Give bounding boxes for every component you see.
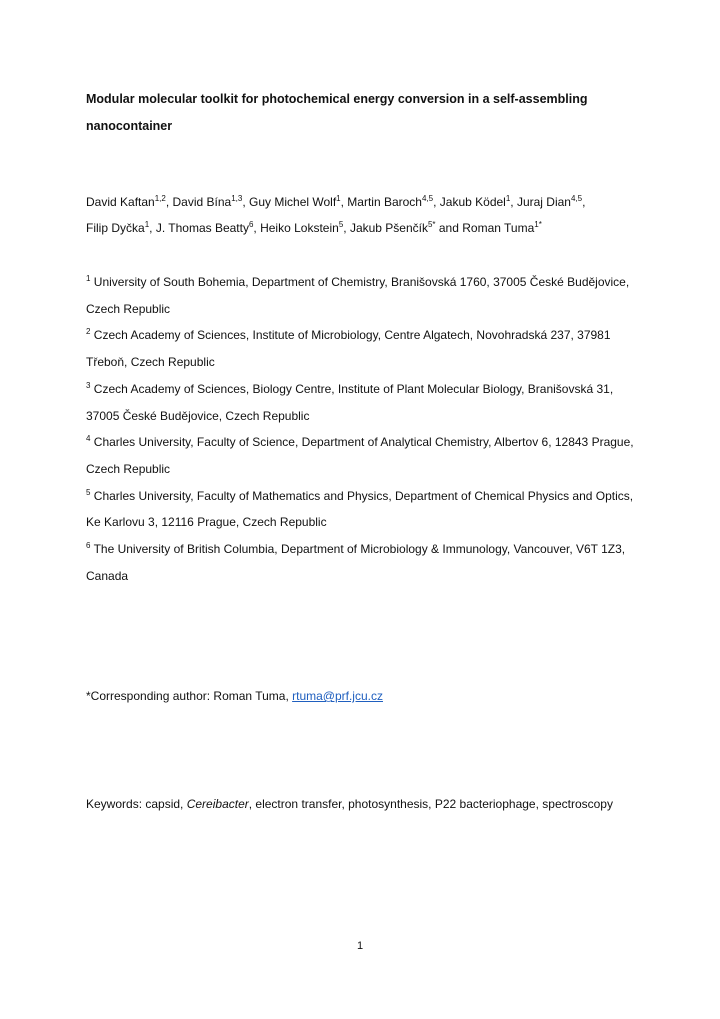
author: Roman Tuma$^{1*}$ (462, 220, 542, 235)
keyword-italic: Cereibacter (186, 797, 249, 811)
affiliation-number: 6 (86, 541, 91, 551)
author-affiliation-marker: 1,2 (154, 194, 166, 203)
author: J. Thomas Beatty$^6$, (155, 220, 261, 235)
affiliation-text: The University of British Columbia, Department of Microbiology & Immunology, Vancouver, V6T 1Z3, Canada (86, 542, 626, 583)
keywords-label: Keywords: capsid, (86, 797, 187, 811)
paper-title: Modular molecular toolkit for photochemical energy conversion in a self-assembling nanocontainer (86, 92, 588, 133)
author: Heiko Lokstein$^5$, (260, 220, 350, 235)
author: David Bína$^{1,3}$, (172, 194, 250, 209)
author-affiliation-marker: 1,3 (231, 194, 243, 203)
affiliation-item (86, 536, 646, 589)
affiliation-number: 5 (86, 487, 91, 497)
corresponding-label: *Corresponding author: Roman Tuma, (86, 689, 293, 703)
keywords (86, 791, 646, 817)
author-affiliation-marker: 4,5 (421, 194, 434, 203)
affiliation-number: 1 (86, 274, 91, 283)
author-affiliation-marker: 1 (144, 220, 150, 229)
author: Juraj Dian$^{4,5}$, (516, 194, 586, 209)
affiliation-text: Czech Academy of Sciences, Biology Centre, Institute of Plant Molecular Biology, Branišovská 31, 37005 České Budějovice, Czech Republic (86, 381, 614, 423)
author-affiliation-marker: 1* (534, 220, 542, 229)
author-affiliation-marker: 1 (336, 194, 341, 203)
affiliation-number: 4 (86, 434, 91, 444)
author-affiliation-marker: 4,5 (570, 194, 583, 203)
author: David Kaftan$^{1,2}$, (86, 194, 173, 209)
affiliation-item (86, 429, 646, 482)
author-affiliation-marker: 1 (505, 194, 511, 203)
author-affiliation-marker: 6 (248, 220, 254, 229)
affiliation-item (86, 483, 646, 536)
affiliation-item (86, 269, 646, 322)
author: Filip Dyčka$^1$, (86, 220, 156, 235)
corresponding-email-link[interactable]: rtuma@prf.jcu.cz (292, 689, 383, 703)
affiliation-number: 3 (86, 380, 91, 390)
author: Jakub Pšenčík$^{5*}$ and (349, 220, 463, 235)
affiliation-list (86, 269, 646, 589)
author-affiliation-marker: 5 (338, 220, 344, 229)
author: Guy Michel Wolf$^1$, (249, 194, 348, 209)
author: Martin Baroch$^{4,5}$, (347, 194, 440, 209)
author: Jakub Ködel$^1$, (439, 194, 517, 209)
page-number: 1 (356, 940, 364, 952)
affiliation-text: Czech Academy of Sciences, Institute of Microbiology, Centre Algatech, Novohradská 237, 37981 Třeboň, Czech Republic (86, 328, 611, 370)
affiliation-number: 2 (86, 327, 91, 337)
affiliation-item (86, 376, 646, 429)
corresponding-author (86, 683, 646, 709)
affiliation-text: Charles University, Faculty of Mathematics and Physics, Department of Chemical Physics and Optics, Ke Karlovu 3, 12116 Prague, Czech Republic (86, 488, 634, 530)
author-list (86, 189, 646, 241)
author-affiliation-marker: 5* (427, 220, 436, 229)
affiliation-text: Charles University, Faculty of Science, Department of Analytical Chemistry, Albertov 6, 12843 Prague, Czech Republic (86, 435, 634, 476)
keywords-rest: , electron transfer, photosynthesis, P22 bacteriophage, spectroscopy (248, 797, 613, 811)
affiliation-text: University of South Bohemia, Department of Chemistry, Branišovská 1760, 37005 České Budějovice, Czech Republic (86, 275, 630, 316)
affiliation-item (86, 322, 646, 375)
